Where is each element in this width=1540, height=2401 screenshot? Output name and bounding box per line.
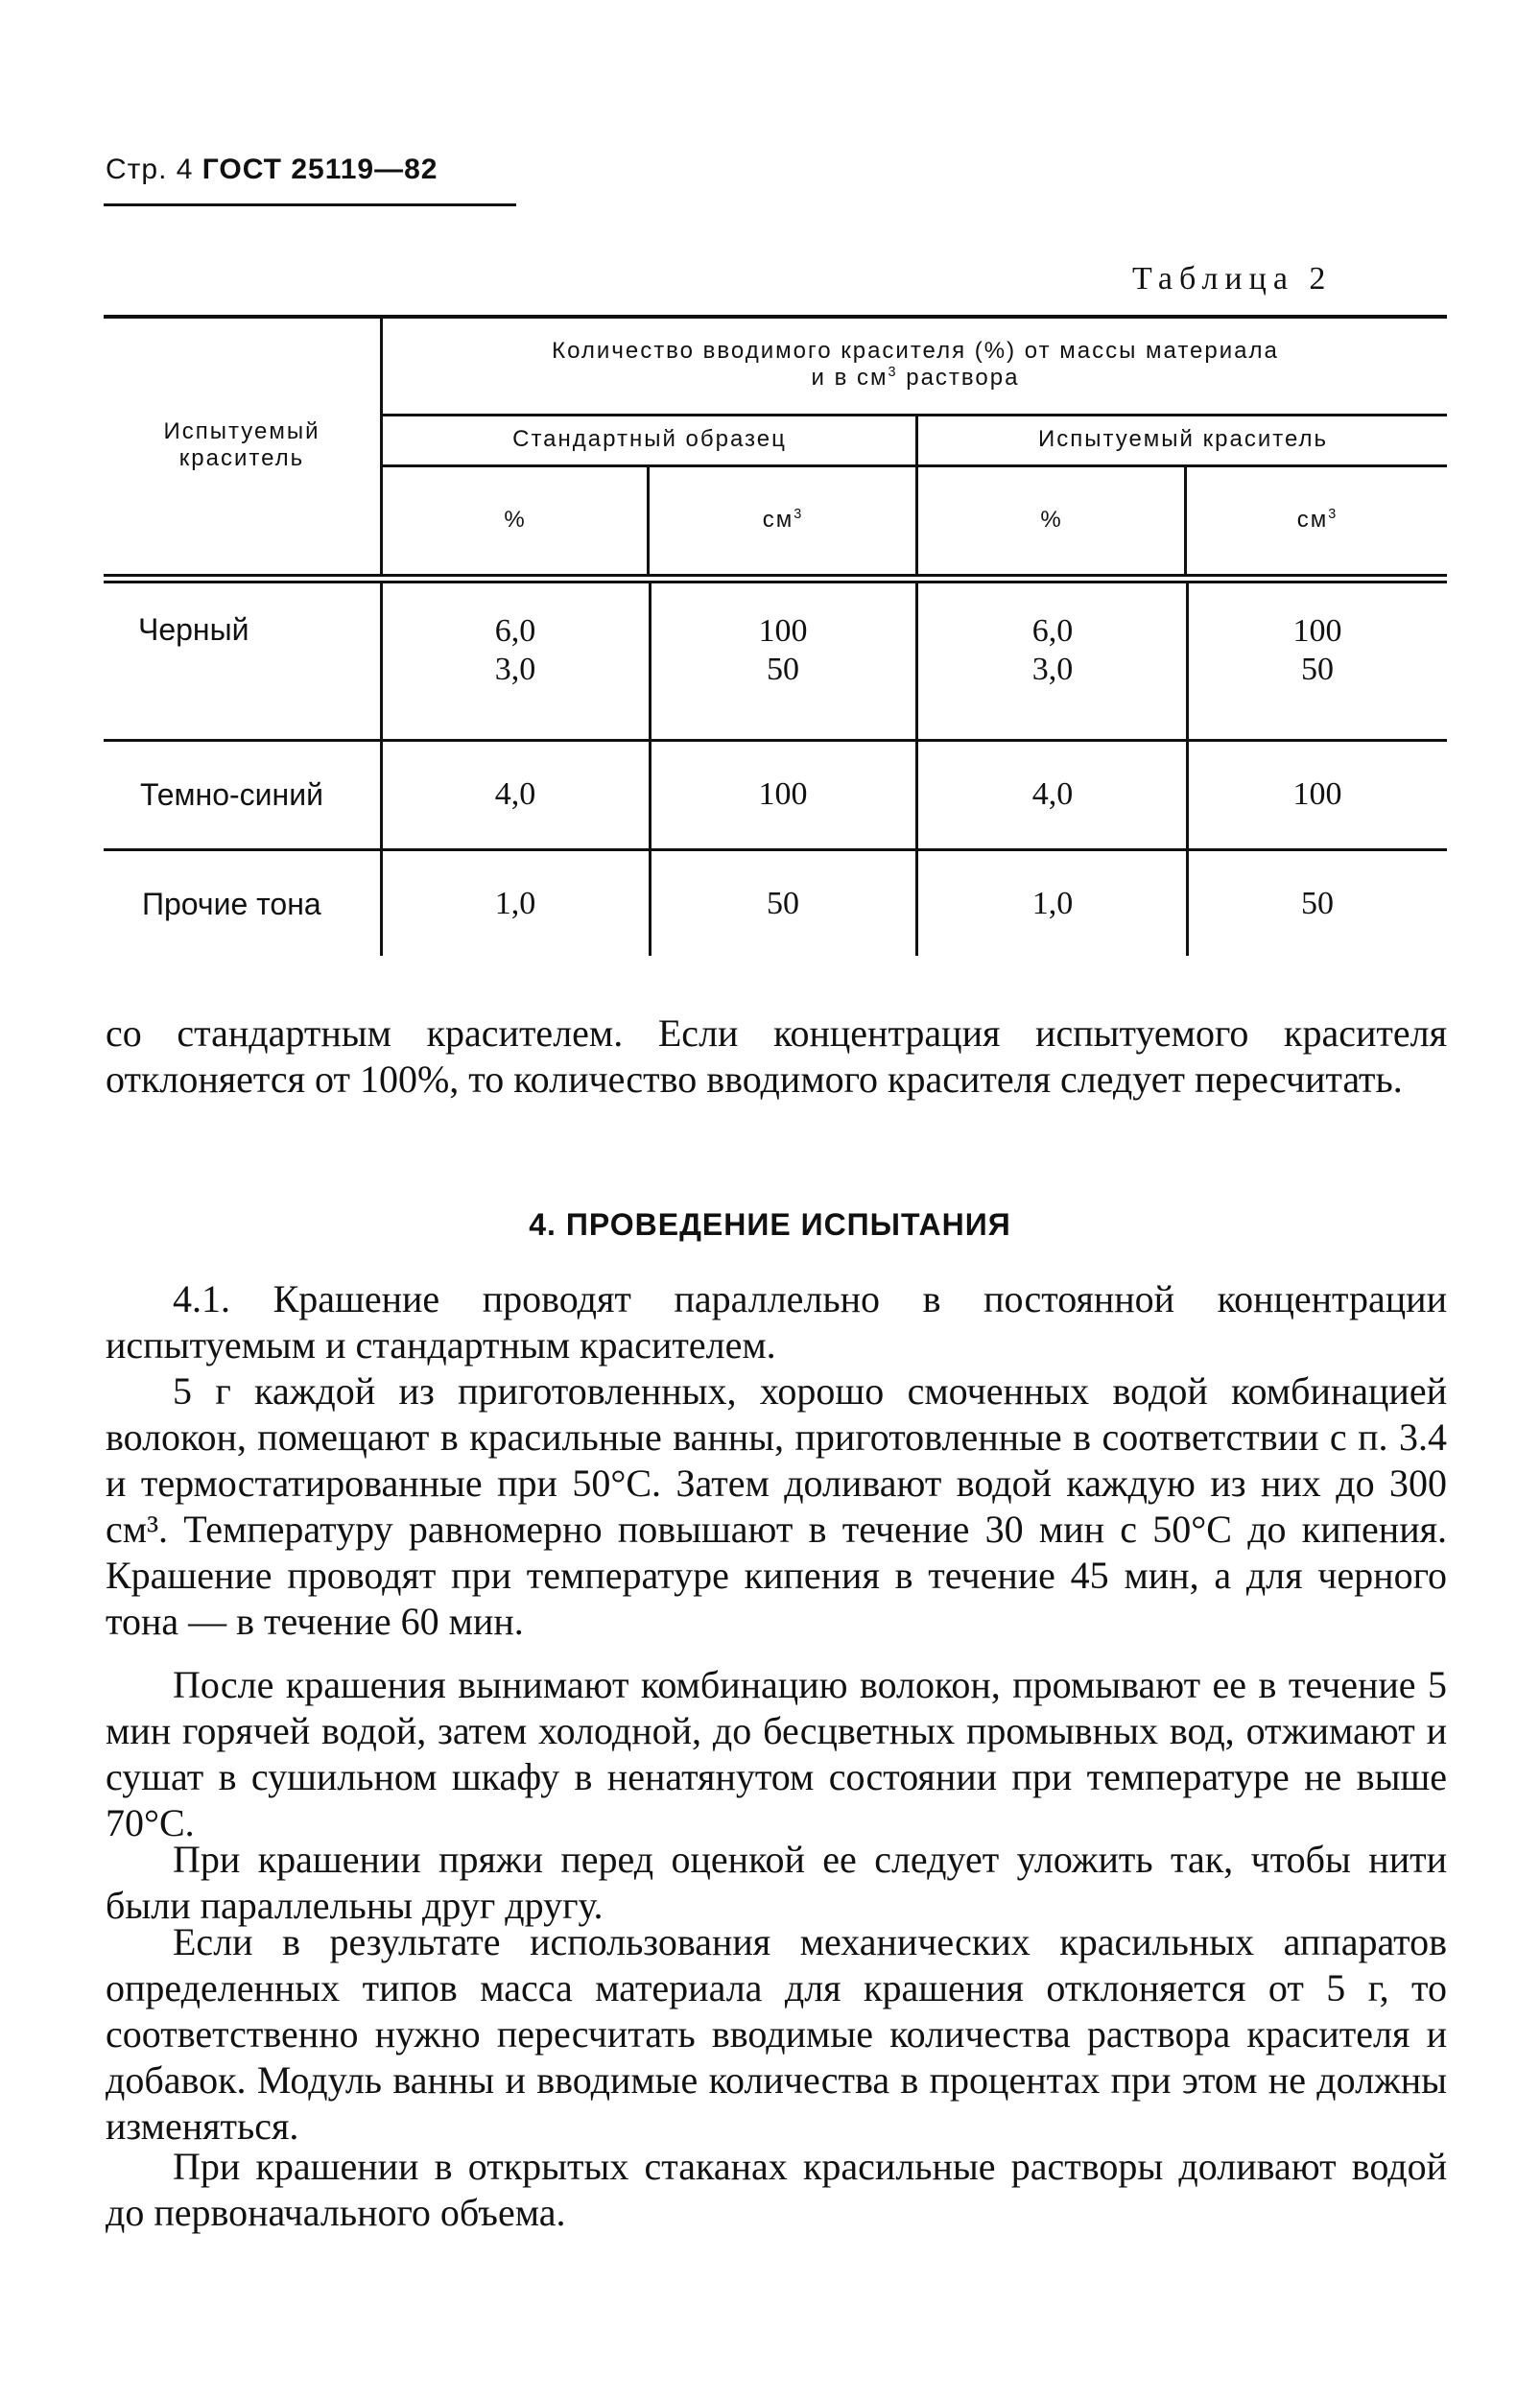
section-title: 4. ПРОВЕДЕНИЕ ИСПЫТАНИЯ: [529, 1207, 1011, 1242]
data-table: [104, 315, 1447, 967]
cell-std-pct: 4,0: [494, 776, 536, 812]
rule-row-1: [104, 739, 1447, 742]
rule-sub-bottom: [382, 464, 1447, 467]
vline-h2: [915, 414, 918, 576]
rule-header-bottom-1: [104, 574, 1447, 577]
unit-std-cm: $см^3$: [762, 507, 804, 533]
cell-std-pct: 1,0: [494, 886, 536, 921]
cell-test-pct: 4,0: [1031, 776, 1074, 812]
vline-body-2: [915, 583, 918, 956]
cell-std-cm: 50: [767, 886, 799, 921]
unit-test-cm: $см^3$: [1296, 507, 1339, 533]
rule-group-bottom: [382, 414, 1447, 416]
col-header-dye: Испытуемый краситель: [163, 418, 320, 471]
paragraph-yarn: При крашении пряжи перед оценкой ее следует уложить так, чтобы нити были параллельны друг другу.: [106, 1838, 1447, 1927]
unit-std-pct: %: [504, 507, 527, 533]
paragraph-intro: со стандартным красителем. Если концентрация испытуемого красителя отклоняется от 100%, то количество вводимого красителя следует пересчитать.: [106, 1011, 1447, 1101]
table-caption: Таблица 2: [1132, 261, 1333, 297]
row-label: Темно-синий: [140, 777, 323, 812]
cell-std-cm: 100: [758, 776, 808, 812]
cell-std-cm: 100 50: [758, 613, 808, 687]
group-header-line2: и в $см^3$ раствора: [811, 365, 1020, 391]
page-number: Стр. 4: [106, 154, 194, 185]
paragraph-rinsing: После крашения вынимают комбинацию волокон, промывают ее в течение 5 мин горячей водой, затем холодной, до бесцветных промывных вод, отжимают и сушат в сушильном шкафу в ненатянутом состоянии при температуре не выше 70°С.: [106, 1663, 1447, 1844]
paragraph-open-beakers: При крашении в открытых стаканах красильные растворы доливают водой до первоначального объема.: [106, 2145, 1447, 2234]
cell-test-cm: 100: [1292, 776, 1342, 812]
cell-std-pct: 6,0 3,0: [494, 613, 536, 687]
cell-test-pct: 1,0: [1031, 886, 1074, 921]
rule-header-bottom-2: [104, 581, 1447, 583]
header-rule: [104, 203, 516, 206]
paragraph-4-1: 4.1. Крашение проводят параллельно в постоянной концентрации испытуемым и стандартным красителем.: [106, 1277, 1447, 1367]
vline-main-header: [380, 317, 383, 576]
page-header: [106, 154, 438, 186]
vline-h3: [1184, 466, 1187, 576]
unit-test-pct: %: [1040, 507, 1063, 533]
group-header-line1: Количество вводимого красителя (%) от массы материала: [552, 338, 1279, 364]
paragraph-mass-deviation: Если в результате использования механических красильных аппаратов определенных типов масса материала для крашения отклоняется от 5 г, то соответственно нужно пересчитать вводимые количества раствора красителя и добавок. Модуль ванны и вводимые количества в процентах при этом не должны изменяться.: [106, 1920, 1447, 2148]
subheader-standard: Стандартный образец: [512, 426, 787, 452]
cell-test-cm: 100 50: [1292, 613, 1342, 687]
cell-test-cm: 50: [1301, 886, 1334, 921]
cell-test-pct: 6,0 3,0: [1031, 613, 1074, 687]
paragraph-dyeing-procedure: 5 г каждой из приготовленных, хорошо смоченных водой комбинацией волокон, помещают в красильные ванны, приготовленные в соответствии с п. 3.4 и термостатированные при 50°С. Затем доливают водой каждую из них до 300 см³. Температуру равномерно повышают в течение 30 мин с 50°С до кипения. Крашение проводят при температуре кипения в течение 45 мин, а для черного тона — в течение 60 мин.: [106, 1369, 1447, 1643]
vline-h1: [647, 466, 650, 576]
subheader-tested: Испытуемый краситель: [1037, 426, 1329, 452]
row-label: Черный: [138, 612, 249, 647]
group-header: [384, 338, 1447, 392]
table-top-rule: [104, 315, 1447, 319]
row-label: Прочие тона: [142, 887, 321, 921]
document-code: ГОСТ 25119—82: [201, 154, 438, 185]
rule-row-2: [104, 848, 1447, 851]
